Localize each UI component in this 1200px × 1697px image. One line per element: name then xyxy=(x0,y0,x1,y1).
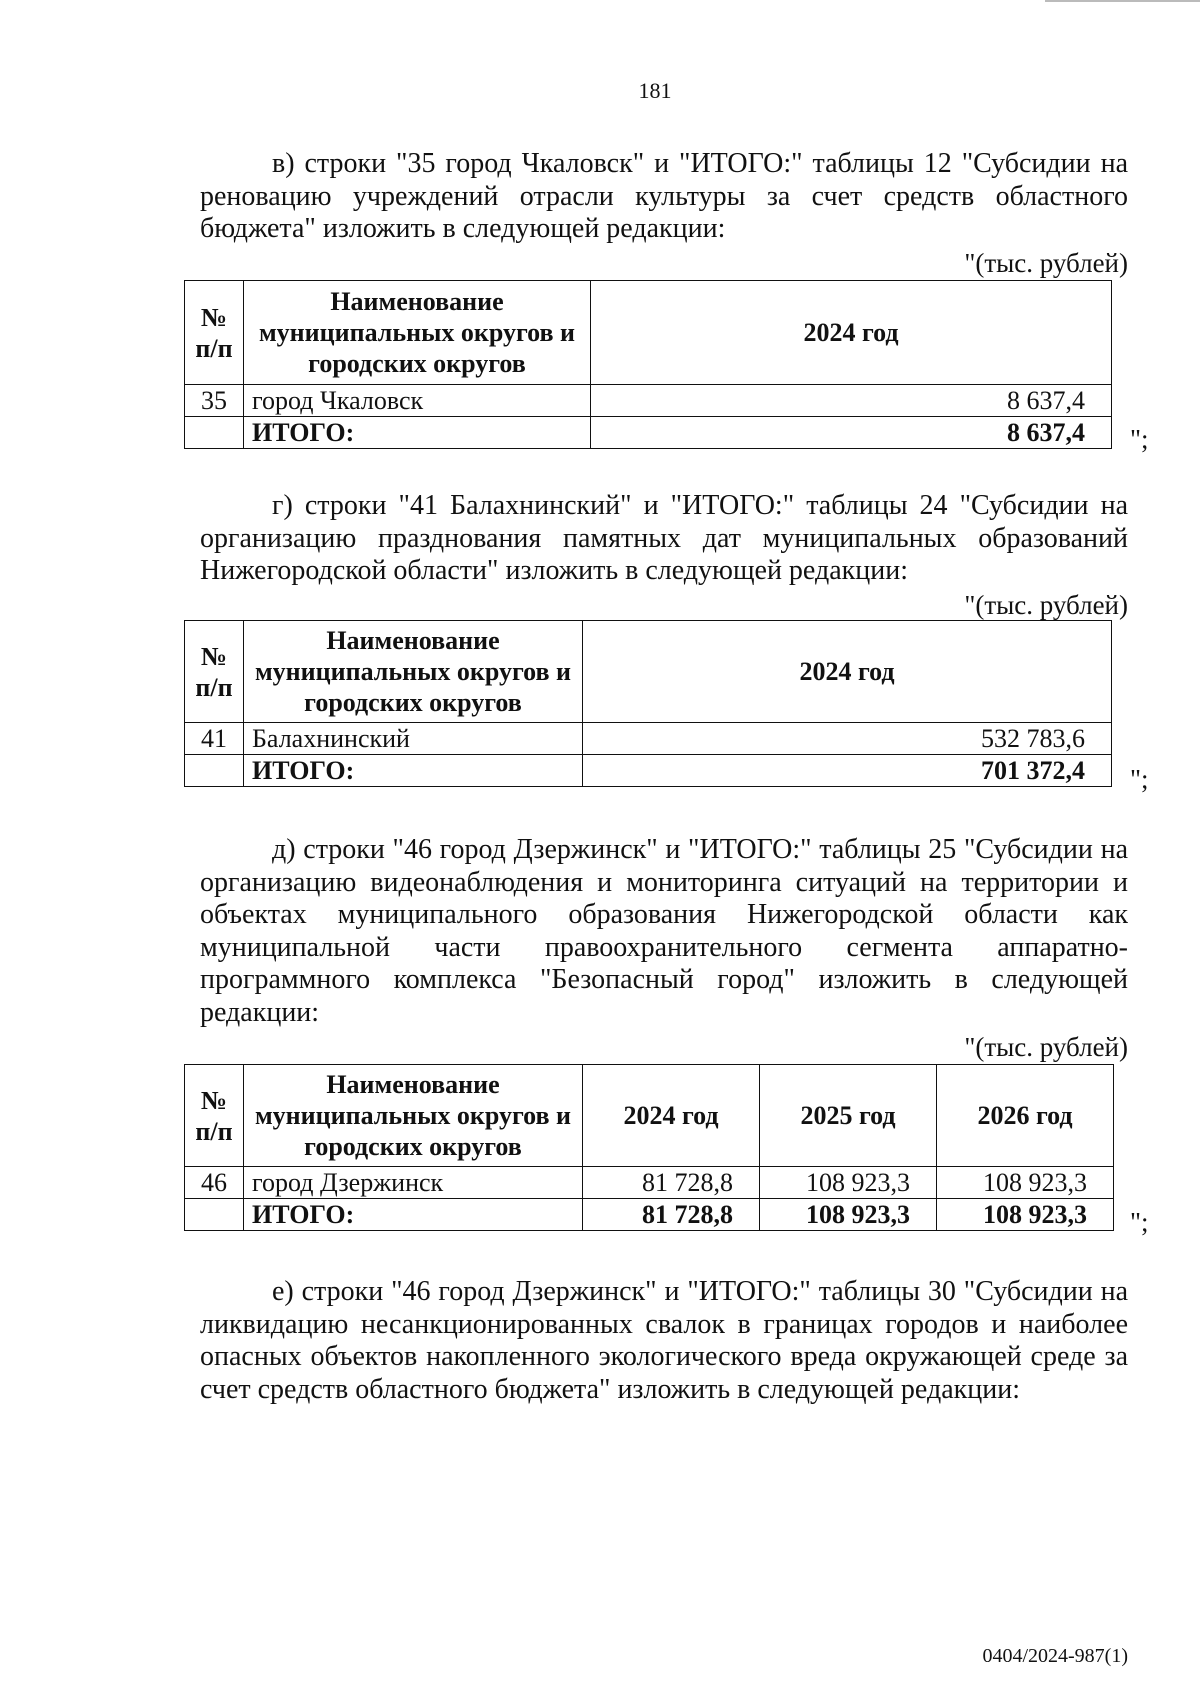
paragraph-e-rest: на ликвидацию несанкционированных свалок в границах городов и наиболее опасных объектов накопленного экологического вреда окружающей среде за счет средств областного бюджета" изложить в следующей редакции: xyxy=(200,1276,1129,1405)
closing-quote-d: "; xyxy=(1130,1207,1149,1237)
table-d xyxy=(184,1064,1114,1231)
row-value-2026: 108 923,3 xyxy=(937,1167,1114,1199)
paragraph-e xyxy=(200,1276,1128,1406)
header-name: Наименование муниципальных округов и городских округов xyxy=(244,281,591,385)
total-value-2024: 8 637,4 xyxy=(591,417,1112,449)
table-row xyxy=(185,723,1112,755)
header-2024: 2024 год xyxy=(583,1065,760,1167)
header-2024: 2024 год xyxy=(591,281,1112,385)
total-value-2024: 701 372,4 xyxy=(583,755,1112,787)
table-row xyxy=(185,1167,1114,1199)
header-2025: 2025 год xyxy=(760,1065,937,1167)
unit-label-d: "(тыс. рублей) xyxy=(964,1032,1128,1062)
document-code: 0404/2024-987(1) xyxy=(982,1645,1128,1667)
total-value-2024: 81 728,8 xyxy=(583,1199,760,1231)
paragraph-g-first-line: г) строки "41 Балахнинский" и "ИТОГО:" таблицы 24 "Субсидии на xyxy=(272,490,1128,521)
header-2024: 2024 год xyxy=(583,621,1112,723)
row-value-2024: 532 783,6 xyxy=(583,723,1112,755)
header-name: Наименование муниципальных округов и городских округов xyxy=(244,1065,583,1167)
paragraph-e-first-line: е) строки "46 город Дзержинск" и "ИТОГО:" таблицы 30 "Субсидии xyxy=(272,1276,1093,1307)
top-edge-rule xyxy=(1045,0,1200,2)
unit-label-g: "(тыс. рублей) xyxy=(964,590,1128,620)
closing-quote-v: "; xyxy=(1130,424,1149,454)
row-value-2024: 81 728,8 xyxy=(583,1167,760,1199)
paragraph-g-rest: организацию празднования памятных дат муниципальных образований Нижегородской области" изложить в следующей редакции: xyxy=(200,522,1128,586)
header-num: № п/п xyxy=(185,1065,244,1167)
table-row xyxy=(185,385,1112,417)
total-label: ИТОГО: xyxy=(244,755,583,787)
header-2026: 2026 год xyxy=(937,1065,1114,1167)
page-number: 181 xyxy=(638,78,672,103)
paragraph-d-rest: на организацию видеонаблюдения и мониторинга ситуаций на территории и объектах муниципального образования Нижегородской области как муниципальной части правоохранительного сегмента аппаратно-программного комплекса "Безопасный город" изложить в следующей редакции: xyxy=(200,834,1128,1028)
row-value-2025: 108 923,3 xyxy=(760,1167,937,1199)
total-label: ИТОГО: xyxy=(244,1199,583,1231)
table-g xyxy=(184,620,1112,787)
total-row xyxy=(185,1199,1114,1231)
paragraph-v xyxy=(200,148,1128,246)
header-num: № п/п xyxy=(185,281,244,385)
paragraph-g xyxy=(200,490,1128,588)
total-value-2025: 108 923,3 xyxy=(760,1199,937,1231)
total-row xyxy=(185,755,1112,787)
paragraph-d xyxy=(200,834,1128,1029)
row-name: город Дзержинск xyxy=(244,1167,583,1199)
header-name: Наименование муниципальных округов и городских округов xyxy=(244,621,583,723)
row-num: 46 xyxy=(185,1167,244,1199)
row-num: 41 xyxy=(185,723,244,755)
total-value-2026: 108 923,3 xyxy=(937,1199,1114,1231)
closing-quote-g: "; xyxy=(1130,764,1149,794)
paragraph-v-first-line: в) строки "35 город Чкаловск" и "ИТОГО:" таблицы 12 "Субсидии на xyxy=(272,148,1128,179)
row-name: Балахнинский xyxy=(244,723,583,755)
paragraph-d-first-line: д) строки "46 город Дзержинск" и "ИТОГО:" таблицы 25 "Субсидии xyxy=(272,834,1093,865)
header-num: № п/п xyxy=(185,621,244,723)
row-value-2024: 8 637,4 xyxy=(591,385,1112,417)
table-v xyxy=(184,280,1112,449)
paragraph-v-rest: реновацию учреждений отрасли культуры за счет средств областного бюджета" изложить в следующей редакции: xyxy=(200,180,1128,244)
unit-label-v: "(тыс. рублей) xyxy=(964,248,1128,278)
row-num: 35 xyxy=(185,385,244,417)
total-label: ИТОГО: xyxy=(244,417,591,449)
row-name: город Чкаловск xyxy=(244,385,591,417)
total-row xyxy=(185,417,1112,449)
